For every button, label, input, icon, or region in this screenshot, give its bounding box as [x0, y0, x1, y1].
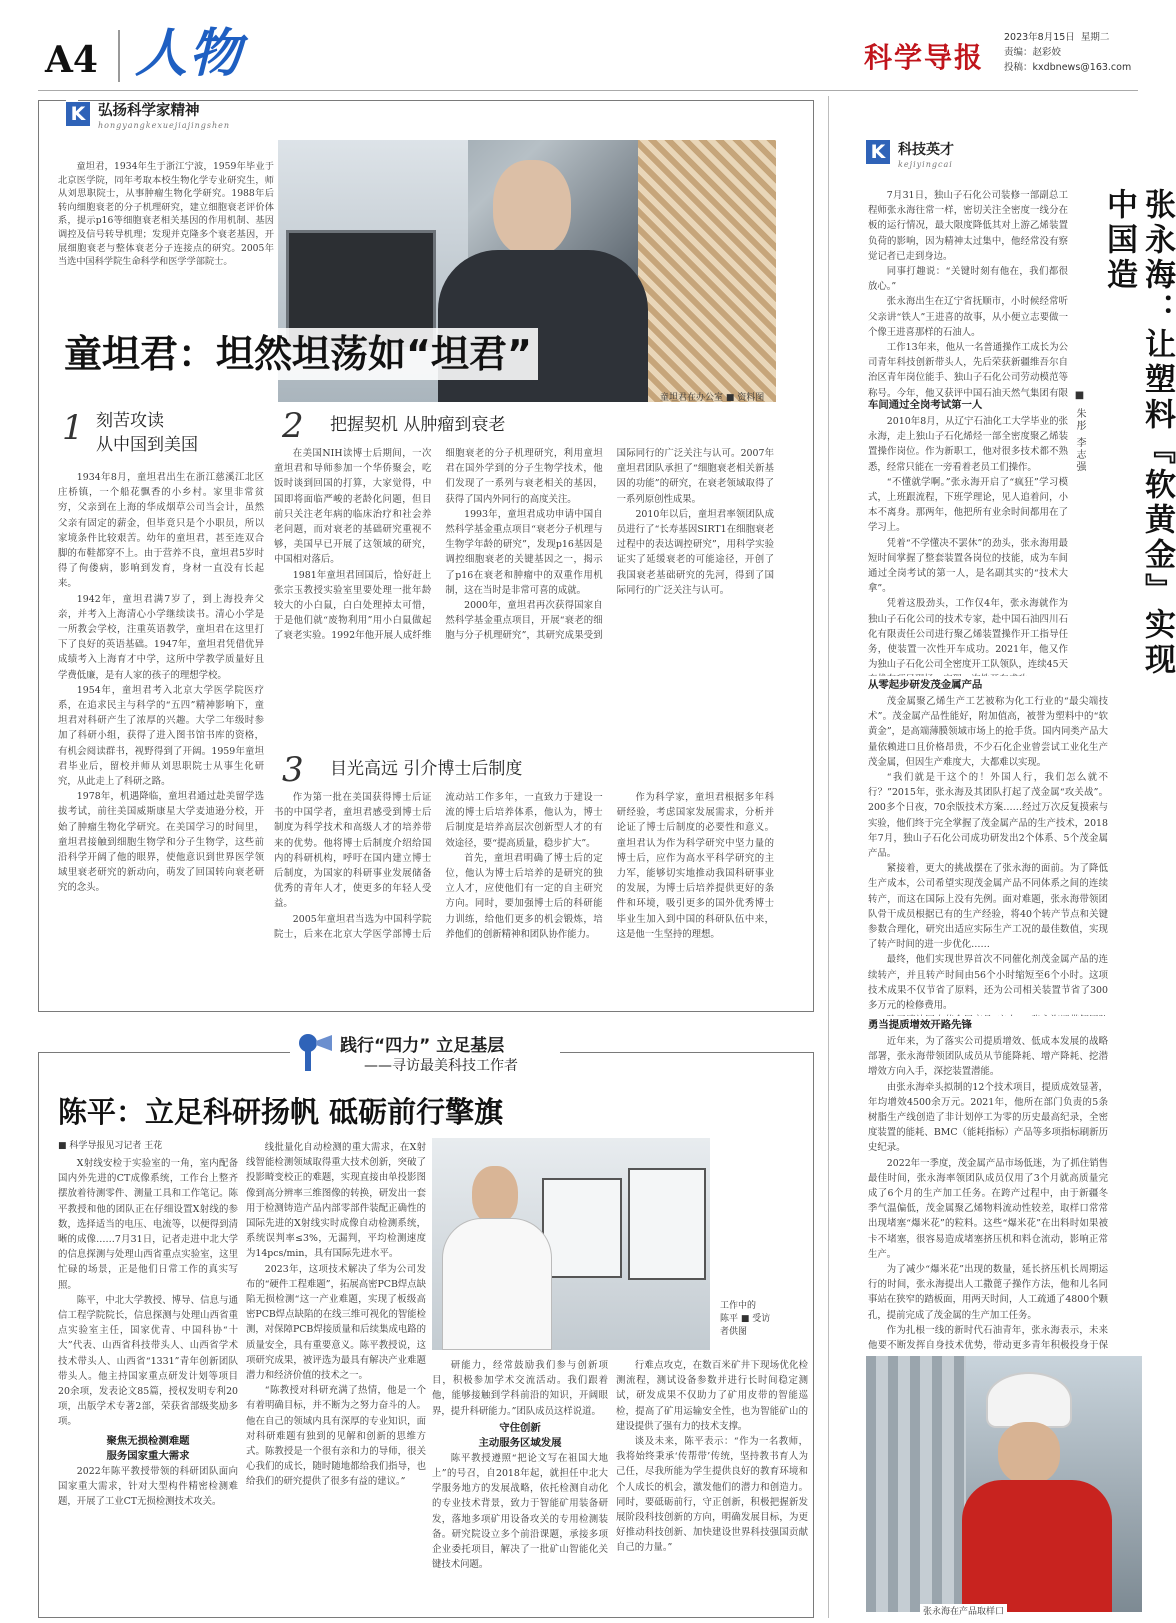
column-tag-pinyin: kejiyingcai [898, 160, 953, 169]
section-name: 人物 [135, 24, 244, 84]
header-meta [1004, 30, 1131, 75]
section-1-body [58, 470, 264, 1000]
column-tag-science-spirit [66, 96, 231, 136]
section-2-paragraph: 1981年童坦君回国后，恰好赶上张宗玉教授实验室里要处理一批年龄较大的小白鼠，白白处理掉太可惜，于是他们就“废物利用”用小白鼠做起了衰老实验。1992年他开展人成纤维细胞衰老的分子机理研究，利用童坦君在国外学到的分子生物学技术，他们发现了一系列与衰老相关的基因，获得了国内外同行的高度关注。 [274, 448, 603, 642]
chen-col4-paragraph: 谈及未来，陈平表示：“作为一名教师，我将始终秉承‘传帮带’传统，坚持教书育人为己任，尽我所能为学生提供良好的教育环境和个人成长的机会，激发他们的潜力和创造力。同时，要砥砺前行，守正创新，积极把握新发展阶段科技创新的方向，明确发展目标，为更好推动科技创新、加快建设世界科技强国贡献自己的力量。” [616, 1436, 808, 1554]
header-divider [118, 30, 120, 82]
photo-zhang-face [998, 1422, 1060, 1484]
chen-col-3 [432, 1358, 608, 1608]
chen-col2-paragraph: 2023年，这项技术解决了华为公司发布的“硬件工程难题”，拓展高密PCB焊点缺陷无损检测“这一产业难题，实现了板级高密PCB焊点缺陷的在线三维可视化的智能检测，对保障PCB焊接质量和后续集成电路的质量安全，具有重要意义。陈平教授说，这项研究成果，被评选为最具有解决产业难题潜力和经济价值的技术之一。 [246, 1263, 426, 1382]
section-1-title-2: 从中国到美国 [96, 435, 198, 455]
chen-col2-paragraph: “陈教授对科研充满了热情，他是一个有着明确目标，并不断为之努力奋斗的人。他在自己的领域内具有深厚的专业知识，面对科研难题有独到的见解和创新的思维方式。陈教授是一个很有亲和力的导师，很关心我们的成长，随时随地都给我们指导，也给我们的研究提供了很多有益的建议。” [246, 1385, 426, 1488]
zhang-sec-1 [868, 414, 1068, 676]
section-1-paragraph: 1954年，童坦君考入北京大学医学院医疗系，在追求民主与科学的“五四”精神影响下，童坦君对科研产生了浓厚的兴趣。大学二年级时参加了科研小组，获得了进入图书馆书库的资格，有机会阅读群书，视野得到了开阔。1959年童坦君毕业后，留校并师从刘思职院士从事生化研究，从此走上了科研之路。 [58, 684, 264, 788]
chen-col1-paragraph: 2022年陈平教授带领的科研团队面向国家重大需求，针对大型构件精密检测难题，开展了工业CT无损检测技术攻关。 [58, 1465, 238, 1508]
zhang-paragraph: 2010年8月，从辽宁石油化工大学毕业的张永海，走上独山子石化烯烃一部全密度聚乙烯装置操作岗位。作为新职工，他对很多技术都不熟悉，经常只能在一旁看着老员工们操作。 [868, 416, 1068, 473]
column-tag-text: 弘扬科学家精神 [98, 103, 200, 119]
zhang-paragraph: 近年来，为了落实公司提质增效、低成本发展的战略部署，张永海带领团队成员从节能降耗、增产降耗、挖潜增效方向入手，深挖装置潜能。 [868, 1036, 1108, 1078]
chen-col-2 [246, 1140, 426, 1608]
k-logo-icon: K [66, 102, 90, 126]
photo-chen-ping [432, 1138, 710, 1350]
banner-four-forces [290, 1025, 560, 1081]
chen-col3-paragraph: 研能力，经常鼓励我们参与创新项目，积极参加学术交流活动。我们跟着他，能够接触到学科前沿的知识，开阔眼界，提升科研能力。”团队成员这样说道。 [432, 1360, 608, 1417]
section-3-paragraph: 首先，童坦君明确了博士后的定位，他认为博士后培养的是研究的独立人才，应使他们有一定的自主研究方向。同时，要加强博士后的科研能力训练，给他们更多的机会锻炼，培养他们的创新精神和团队协作能力。 [445, 852, 603, 940]
chen-col-1 [58, 1156, 238, 1608]
photo-caption-zhang: 张永海在产品取样口 [920, 1604, 1007, 1617]
zhang-paragraph: 由张永海牵头拟制的12个技术项目，提质成效显著，年均增效4500余万元。2021年，他所在部门负责的5条树脂生产线创造了非计划停工为零的历史最高纪录，全密度装置的能耗、BMC（能耗指标）产品等多项指标刷新历史纪录。 [868, 1081, 1108, 1154]
photo-person-head [493, 160, 571, 256]
photo-caption-tong: 童坦君在办公室 ■ 资料图 [660, 393, 765, 403]
section-2-paragraph: 2010年以后，童坦君率领团队成员进行了“长寿基因SIRT1在细胞衰老过程中的表达调控研究”，用科学实验证实了延缓衰老的可能途径，开创了我国衰老基础研究的先河，得到了国际同行的广泛关注与认可。 [616, 508, 774, 596]
chen-col1-paragraph: X射线安检于实验室的一角，室内配备国内外先进的CT成像系统，工作台上整齐摆放着待测零件、测量工具和工作笔记。陈平教授和他的团队正在仔细设置X射线的参数，选择适当的电压、电流等，以便得到清晰的成像……7月31日，记者走进中北大学的信息探测与处理山西省重点实验室，这里忙碌的场景，正是他们日常工作的真实写照。 [58, 1158, 238, 1291]
section-3-paragraph: 作为第一批在美国获得博士后证书的中国学者，童坦君感受到博士后制度为科学技术和高级人才的培养带来的优势。他将博士后制度介绍给国内的科研机构，呼吁在国内建立博士后制度，为国家的科研事业发展储备优秀的青年人才，使更多的年轻人受益。 [274, 792, 432, 910]
zhang-paragraph [868, 1013, 1108, 1016]
zhang-subhead-3: 勇当提质增效开路先锋 [868, 1019, 972, 1031]
zhang-sec-3 [868, 1034, 1108, 1352]
right-column-divider [828, 96, 829, 1618]
column-tag-text: 科技英才 [898, 142, 954, 158]
chen-col3-paragraph: 陈平教授遵照“把论文写在祖国大地上”的号召，自2018年起，就担任中北大学服务地方的发展战略，依托检测自动化的专业技术背景，致力于智能矿用装备研发，落地多项矿用设备攻关的专用检测装备。研究院设立多个前沿课题，承接多项企业委托项目，解决了一批矿山智能化关键技术问题。 [432, 1452, 608, 1571]
section-3-number: 3 [282, 750, 304, 790]
headline-tong-tanjun: 童坦君：坦然坦荡如“坦君” [58, 328, 538, 380]
zhang-paragraph: 作为扎根一线的新时代石油青年，张永海表示，未来他要不断发挥自身技术优势，带动更多青年积极投身于保 [868, 1324, 1108, 1352]
photo-caption-chen [720, 1300, 770, 1339]
zhang-paragraph: 同事打趣说：“关键时刻有他在，我们都很放心。” [868, 266, 1068, 293]
caption-line: 工作中的 [720, 1301, 757, 1311]
section-1-paragraph: 1942年，童坦君满7岁了，到上海投奔父亲，并考入上海清心小学继续读书。清心小学是一所教会学校，注重英语教学，童坦君在这里打下了良好的英语基础。1947年，童坦君凭借优异成绩考入上海育才中学，这所中学教学质量好且学费低廉，是有人家的孩子的理想学校。 [58, 593, 264, 681]
banner-title: 践行“四力” 立足基层 [340, 1036, 505, 1056]
photo-uniform [962, 1480, 1112, 1612]
photo-zhang-yonghai [866, 1356, 1142, 1612]
chen-subhead-1a: 聚焦无损检测难题 [106, 1434, 190, 1447]
zhang-subhead-1: 车间通过全岗考试第一人 [868, 399, 983, 411]
photo-screen-left [542, 1178, 622, 1278]
zhang-paragraph: 工作13年来，他从一名普通操作工成长为公司青年科技创新带头人，先后荣获新疆维吾尔自治区青年岗位能手、独山子石化公司劳动模范等称号。今年，他又获评中国石油天然气集团有限 [868, 342, 1068, 398]
section-1-number: 1 [62, 408, 84, 448]
zhang-subhead-2: 从零起步研发茂金属产品 [868, 679, 983, 691]
zhang-paragraph: 凭着这股劲头，工作仅4年，张永海就作为独山子石化公司的技术专家，赴中国石油四川石化有限责任公司进行聚乙烯装置操作开工指导任务，使装置一次性开车成功。2021年，他又作为独山子石化公司全密度开工队领队，连续45天 [868, 598, 1068, 671]
caption-line: 陈平 ■ 受访 [720, 1314, 771, 1324]
chen-subhead-1b: 服务国家重大需求 [106, 1449, 190, 1462]
page-number: A4 [45, 39, 98, 81]
zhang-paragraph: 茂金属聚乙烯生产工艺被称为化工行业的“最尖端技术”。茂金属产品性能好，附加值高，被誉为塑料中的“软黄金”，是高端薄膜领域市场上的抢手货。国内同类产品大量依赖进口且价格昂贵，不少石化企业曾尝试工业化生产茂金属，但因生产难度大，大都难以实现。 [868, 696, 1108, 768]
zhang-paragraph: 最终，他们实现世界首次不同催化剂茂金属产品的连续转产，并且转产时间由56个小时缩短至6个小时。这项技术成果不仅节省了原料，还为公司相关装置节省了300多万元的检修费用。 [868, 954, 1108, 1012]
photo-screen-right [628, 1168, 706, 1280]
headline-zhang-yonghai: 张永海：让塑料『软黄金』实现中国造 [1101, 188, 1175, 678]
photo-bookcase [638, 140, 776, 402]
date-line [1004, 30, 1131, 45]
chen-col1-paragraph: 陈平，中北大学教授、博导、信息与通信工程学院院长，信息探测与处理山西省重点实验室主任，国家优青、中国科协“十大”代表、山西省科技带头人、山西省学术技术带头人、山西省“1331”青年创新团队带头人。他主持国家重点研发计划等项目20余项，发表论文85篇，授权发明专利20项，出版学术专著2部，荣获省部级奖励多项。 [58, 1294, 238, 1428]
zhang-sec-2 [868, 694, 1108, 1016]
page-header [0, 0, 1176, 96]
chen-subhead-3a: 守住创新 [499, 1421, 541, 1434]
editor-line: 责编：赵彩姣 [1004, 47, 1062, 58]
zhang-paragraph: 7月31日，独山子石化公司装修一部副总工程师张永海往常一样，密切关注全密度一线分在板的运行情况，最大限度降低其对上游乙烯装置负荷的影响，因为精神太过集中，他经常没有察觉记者已走到身边。 [868, 190, 1068, 262]
zhang-intro [868, 188, 1068, 398]
section-3-title: 目光高远 引介博士后制度 [330, 759, 523, 779]
chen-col4-paragraph: 行难点攻克，在数百米矿井下现场优化检测流程，测试设备参数并进行长时间稳定测试，研发成果不仅助力了矿用皮带的智能巡检，提高了矿用运输安全性，也为智能矿山的建设提供了强有力的技术支撑。 [616, 1360, 808, 1432]
byline-chen-ping: ■ 科学导报见习记者 王花 [58, 1141, 163, 1151]
photo-chen-coat [442, 1218, 552, 1350]
column-tag-sci-talent [866, 138, 1066, 178]
photo-pipes [866, 1356, 966, 1612]
chen-subhead-3b: 主动服务区域发展 [478, 1436, 562, 1449]
zhang-paragraph: “不懂就学啊。”张永海开启了“疯狂”学习模式，上班跟流程，下班学理论，见人追着问，小本不离身。那两年，他把所有业余时间都用在了学习上。 [868, 476, 1068, 534]
section-2-paragraph: 在美国NIH读博士后期间，一次童坦君和导师参加一个华侨聚会，吃饭时谈到回国的打算，大家觉得，中国即将面临严峻的老龄化问题，但目前只关注老年病的临床治疗和社会养老问题，而对衰老的基础研究重视不够，美国早已开展了这领域的研究，中国相对落后。 [274, 448, 432, 566]
section-1-paragraph: 1978年，机遇降临，童坦君通过赴美留学选拔考试，前往美国威斯康星大学麦迪逊分校，开始了肿瘤生物化学研究。在美国学习的时间里，童坦君接触到细胞生物学和分子生物学，这些前沿科学开阔了他的眼界，使他意识到世界医学领域里衰老研究的新动向，萌发了回国转向衰老研究的念头。 [58, 791, 264, 894]
email-line: 投稿：kxdbnews@163.com [1004, 62, 1132, 73]
column-tag-pinyin: hongyangkexuejiajingshen [98, 121, 231, 130]
section-3-body [274, 790, 774, 1002]
zhang-paragraph: 2022年一季度，茂金属产品市场低迷，为了抓住销售最佳时间，张永海率领团队成员仅用了3个月就高质量完成了6个月的生产加工任务。在跨产过程中，由于新疆冬季气温偏低，茂金属聚乙烯物料流动性较差，取样口常常出现堵塞“爆米花”的粒料。这些“爆米花”在出料时如果被卡不堵塞，很容易造成堵塞挤压机和料仓流动，影响正常生产。 [868, 1157, 1108, 1260]
zhang-paragraph: 为了减少“爆米花”出现的数量，延长挤压机长周期运行的时间，张永海提出人工撒蓖子操作方法，他和儿名同事站在狭窄的踏板面，用两天时间，人工疏通了4800个颗孔，提前完成了茂金属的生产加工任务。 [868, 1264, 1108, 1321]
section-1-title-1: 刻苦攻读 [96, 411, 164, 431]
section-2-paragraph: 2000年，童坦君再次获得国家自然科学基金重点项目，开展“衰老的细胞与分子机理研究”，其研究成果受到国际同行的广泛关注与认可。2007年童坦君团队承担了“细胞衰老相关新基因的功能”的研究，在衰老领域取得了一系列原创性成果。 [445, 448, 774, 642]
zhang-paragraph: 紧接着，更大的挑战摆在了张永海的面前。为了降低生产成本，公司希望实现茂金属产品不同体系之间的连续转产，而这在国际上没有先例。面对难题，张永海带领团队骨干成员根据已有的生产经验，将40个转产节点和关键参数合理化，研究出适应实际生产工况的最佳数值，实现了转产时间的进一步优化…… [868, 863, 1108, 951]
weekday: 星期二 [1080, 32, 1110, 43]
microphone-icon [294, 1031, 334, 1075]
date: 2023年8月15日 [1004, 32, 1075, 43]
caption-line: 者供图 [720, 1327, 748, 1337]
section-2-paragraph: 1993年，童坦君成功申请中国自然科学基金重点项目“衰老分子机理与生物学年龄的研究”，发现p16基因是调控细胞衰老的关键基因之一，揭示了p16在衰老和肿瘤中的双重作用机制，这在当时是非常可喜的成就。 [445, 508, 603, 596]
byline-zhang: ■ 朱彤 李志强 [1074, 390, 1085, 474]
banner-subtitle: ——寻访最美科技工作者 [364, 1058, 518, 1074]
section-2-title: 把握契机 从肿瘤到衰老 [330, 415, 506, 435]
zhang-paragraph: 张永海出生在辽宁省抚顺市，小时候经常听父亲讲“铁人”王进喜的故事，从小便立志要做一个像王进喜那样的石油人。 [868, 296, 1068, 338]
photo-helmet [986, 1372, 1072, 1428]
photo-chen-head [472, 1166, 518, 1224]
section-2-body [274, 446, 774, 746]
chen-col-4 [616, 1358, 808, 1608]
paper-name: 科学导报 [864, 41, 985, 74]
section-3-paragraph: 作为科学家，童坦君根据多年科研经验，考虑国家发展需求，分析并论证了博士后制度的必要性和意义。童坦君认为作为科学研究中坚力量的博士后，应作为高水平科学研究的主力军，能够切实地推动我国科研事业的发展，为博士后培养提供更好的条件和环境，吸引更多的国外优秀博士毕业生加入到中国的科研队伍中来，这是他一生坚持的理想。 [616, 792, 774, 940]
bio-box: 童坦君，1934年生于浙江宁波，1959年毕业于北京医学院，同年考取本校生物化学专业研究生，师从刘思职院士，从事肿瘤生物化学研究。1988年后转向细胞衰老的分子机理研究，建立细胞衰老评价体系，提示p16等细胞衰老相关基因的作用机制、基因调控及信号转导机理；发现并克隆多个衰老基因，开展细胞衰老与整体衰老分子连接点的研究。2005年当选中国科学院生命科学和医学学部院士。 [58, 161, 274, 268]
section-2-number: 2 [282, 406, 304, 446]
k-logo-icon: K [866, 140, 890, 164]
section-1-paragraph: 1934年8月，童坦君出生在浙江慈溪江北区庄桥镇，一个船花飘香的小乡村。家里非常贫穷，父亲到在上海的华成烟草公司当会计，虽然父亲有固定的薪金，但毕竟只是个小职员，所以家境条件比较艰苦。幼年的童坦君，甚至连双合脚的布鞋都穿不上。由于营养不良，童坦君5岁时得了佝偻病，影响到发育，身材一直没有长起来。 [58, 472, 264, 590]
chen-col2-paragraph: 线批量化自动检测的重大需求，在X射线智能检测领域取得重大技术创新，突破了投影畸变校正的难题，实现直接由单投影图像到高分辨率三维图像的转换，研发出一套用于检测铸造产品内部零部件装配正确性的国际先进的X射线实时成像自动检测系统，系统误判率≤3%，无漏判，平均检测速度为14pcs/min，具有国际先进水平。 [246, 1142, 426, 1260]
section-3-paragraph: 2005年童坦君当选为中国科学院院士，后来在北京大学医学部博士后流动站工作多年，一直致力于建设一流的博士后培养体系，他认为，博士后制度是培养高层次创新型人才的有效途径，要“提高质量，稳步扩大”。 [274, 792, 603, 940]
headline-chen-ping: 陈平：立足科研扬帆 砥砺前行擎旗 [58, 1095, 504, 1129]
header-bottom-rule [38, 90, 1138, 91]
zhang-paragraph: “我们就是干这个的！外国人行，我们怎么就不行？”2015年，张永海及其团队打起了茂金属“攻关战”。200多个日夜，70余版技术方案……经过万次反复摸索与实验，他们终于完全掌握了茂金属产品的生产技术，2018年7月，独山子石化公司成功研发出2个体系、5个茂金属产品。 [868, 772, 1108, 860]
zhang-paragraph: 凭着“不学懂决不罢休”的劲头，张永海用最短时间掌握了整套装置各岗位的技能，成为车间通过全岗考试的第一人，是名副其实的“技术大拿”。 [868, 537, 1068, 595]
